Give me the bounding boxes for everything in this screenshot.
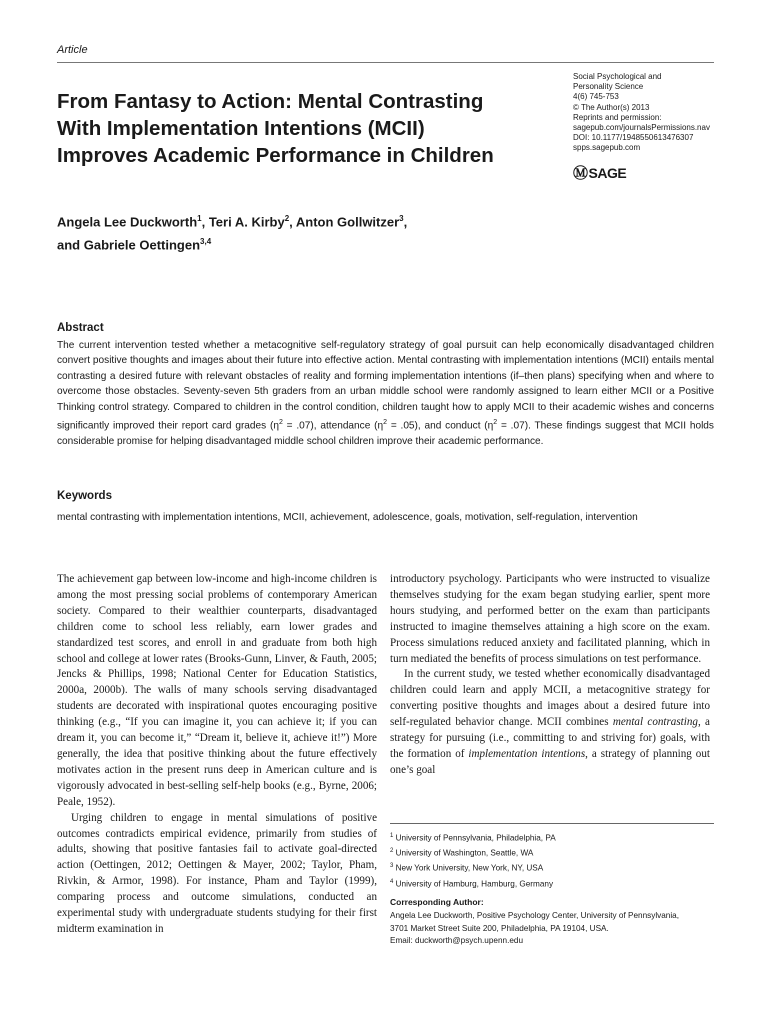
abstract-segment: = .07). These findings suggest that MCII holds considerable promise for helping disadvantaged middle school children improve their academic performance. — [57, 420, 714, 447]
author-separator: , — [201, 214, 209, 230]
abstract-heading: Abstract — [57, 322, 104, 334]
sage-logo-icon: Ⓜ — [573, 165, 588, 182]
author-list — [57, 209, 517, 256]
author-affiliation-mark: 3,4 — [200, 237, 212, 247]
footnote-text: University of Pennsylvania, Philadelphia, PA — [395, 833, 556, 843]
journal-info-line: Social Psychological and — [573, 72, 662, 81]
journal-info-line: Personality Science — [573, 82, 644, 92]
body-column-right — [390, 572, 710, 779]
abstract-segment: The current intervention tested whether a metacognitive self-regulatory strategy of goal pursuit can help economically disadvantaged children convert positive thoughts and images about their future into effective action. Mental contrasting with implementation intentions (MCII) entails mental contrasting a desired future with relevant obstacles of reality and forming implementation intentions (if–then plans) specifying when and where to overcome those obstacles. Seventy-seven 5th graders from an urban middle school were randomly assigned to learn either MCII or a Positive Thinking control strategy. Compared to children in the control condition, children taught how to apply MCII to their academic wishes and concerns significantly improved their report card grades (η — [57, 340, 714, 432]
author-affiliation-mark: 2 — [284, 214, 290, 223]
body-paragraph: introductory psychology. Participants who were instructed to visualize themselves studying for the exam began studying earlier, spent more hours studying, and performed better on the exam than participants instructed to imagine themselves attaining a high score on the exam. Process simulations reduced anxiety and facilitated planning, which in turn mediated the benefits of process simulations on test performance. — [390, 573, 710, 665]
publisher-logo — [573, 162, 626, 183]
corresponding-author-line: Angela Lee Duckworth, Positive Psychology Center, University of Pennsylvania, — [390, 911, 679, 920]
keywords-text: mental contrasting with implementation intentions, MCII, achievement, adolescence, goals, motivation, self-regulation, intervention — [57, 512, 638, 523]
corresponding-author-line: 3701 Market Street Suite 200, Philadelphia, PA 19104, USA. — [390, 923, 609, 933]
article-type-label: Article — [57, 44, 88, 56]
publisher-name: SAGE — [588, 165, 627, 181]
journal-info-line: © The Author(s) 2013 — [573, 102, 650, 112]
body-paragraph: Urging children to engage in mental simulations of positive outcomes contradicts empirical evidence, primarily from studies of adults, showing that positive fantasies fail to activate goal-directed action (Oettingen, 2012; Oettingen & Mayer, 2002; Taylor, Pham, Rivkin, & Armor, 1998). For instance, Pham and Taylor (1999), comparing process and outcome simulations, conducted an experimental study with undergraduate students studying for their first midterm examination in — [57, 811, 377, 935]
corresponding-author-details — [390, 910, 720, 948]
term-emphasis: mental contrasting — [612, 716, 698, 729]
author-name: Anton Gollwitzer — [295, 214, 400, 230]
body-paragraph: The achievement gap between low-income and high-income children is among the most pressing social problems of contemporary American society. Compared to their wealthier counterparts, disadvantaged children come to school less reliably, earn lower grades and standardized test scores, and enroll in and graduate from both high school and college at lower rates (Brooks-Gunn, Linver, & Fauth, 2005; Jencks & Phillips, 1998; National Center for Education Statistics, 2000a, 2000b). The walls of many schools serving disadvantaged students are decorated with inspirational quotes encouraging positive thinking (e.g., “If you can imagine it, you can achieve it; if you can dream it, you can become it,” “Dream it, believe it, achieve it!”) More generally, the idea that positive thinking about the future effectively motivates action in the present runs deep in American culture and is vigorously advocated in best-selling self-help books (e.g., Byrne, 2006; Peale, 1952). — [57, 573, 377, 808]
author-name: and Gabriele Oettingen — [57, 237, 201, 253]
footnote-text: University of Hamburg, Hamburg, Germany — [395, 879, 554, 889]
journal-doi[interactable]: DOI: 10.1177/1948550613476307 — [573, 133, 694, 143]
footnote-number: 4 — [390, 878, 394, 885]
affiliation-footnotes — [390, 830, 720, 891]
term-emphasis: implementation intentions — [468, 747, 586, 760]
author-affiliation-mark: 3 — [399, 214, 404, 223]
footnote-number: 3 — [390, 863, 394, 870]
body-segment: In the current study, we tested whether economically disadvantaged children could learn and apply MCII, a metacognitive strategy for converting positive thoughts and images about a desired future into self-regulated behavior change. MCII combines — [390, 668, 710, 729]
body-column-left — [57, 572, 377, 938]
eta-squared-sup: 2 — [493, 419, 498, 427]
footnote-item — [390, 845, 720, 860]
corresponding-author-email[interactable]: Email: duckworth@psych.upenn.edu — [390, 936, 524, 945]
eta-squared-sup: 2 — [278, 419, 283, 427]
body-segment: , a strategy for pursuing (i.e., committing to and striving for) goals, with the formation of — [390, 716, 710, 760]
journal-info-link[interactable]: sagepub.com/journalsPermissions.nav — [573, 123, 710, 133]
author-affiliation-mark: 1 — [197, 214, 202, 223]
journal-website-link[interactable]: spps.sagepub.com — [573, 143, 641, 153]
footnote-text: New York University, New York, NY, USA — [395, 864, 544, 874]
journal-info-line: 4(6) 745-753 — [573, 92, 619, 102]
footnote-item — [390, 876, 720, 891]
footnote-rule — [390, 823, 714, 824]
body-segment: , a strategy of planning out one’s goal — [390, 747, 710, 776]
footnote-item — [390, 860, 720, 875]
corresponding-author-heading: Corresponding Author: — [390, 897, 484, 907]
author-name: Teri A. Kirby — [208, 214, 285, 230]
journal-info-line: Reprints and permission: — [573, 112, 662, 122]
body-paragraph — [390, 667, 710, 778]
author-separator: , — [289, 214, 296, 230]
keywords-heading: Keywords — [57, 490, 112, 502]
header-rule — [57, 62, 714, 63]
abstract-text — [57, 338, 714, 449]
journal-info — [573, 72, 733, 154]
footnote-number: 2 — [390, 848, 394, 855]
eta-squared-sup: 2 — [383, 419, 388, 427]
author-separator: , — [403, 214, 408, 230]
author-name: Angela Lee Duckworth — [57, 214, 198, 230]
paper-title: From Fantasy to Action: Mental Contrasting With Implementation Intentions (MCII) Improves Academic Performance in Children — [57, 90, 494, 167]
abstract-segment: = .05), and conduct (η — [387, 420, 494, 432]
footnote-number: 1 — [390, 833, 394, 839]
abstract-segment: = .07), attendance (η — [282, 420, 384, 432]
footnote-text: University of Washington, Seattle, WA — [395, 848, 534, 858]
footnote-item — [390, 830, 720, 845]
